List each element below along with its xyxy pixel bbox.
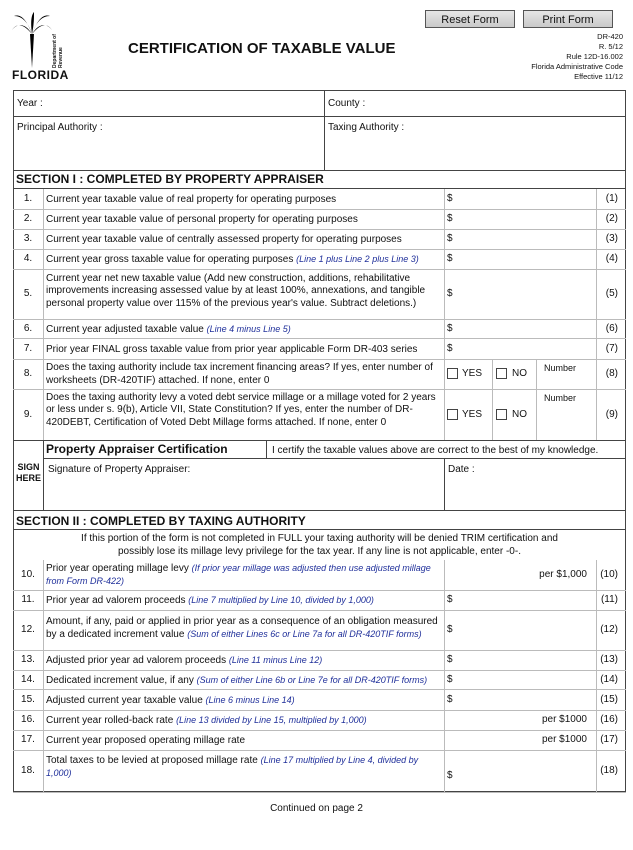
section-1-title: SECTION I : COMPLETED BY PROPERTY APPRAISER [16, 172, 324, 186]
line-text: Dedicated increment value, if any [46, 674, 194, 686]
line-description [46, 694, 440, 707]
line-description [46, 253, 440, 266]
value-field[interactable]: $ [447, 624, 453, 635]
line-number: 13. [21, 654, 35, 665]
line-text: Current year rolled-back rate [46, 715, 174, 726]
line-number: 11. [21, 594, 35, 605]
yes-checkbox[interactable] [447, 368, 458, 379]
form-title: CERTIFICATION OF TAXABLE VALUE [128, 40, 396, 57]
line-ref: (18) [600, 765, 618, 776]
line-formula-note: (Line 17 multiplied by Line 4, divided by 1,000) [46, 755, 419, 778]
line-description [46, 734, 440, 747]
line-number: 1. [23, 193, 33, 204]
year-field[interactable]: Year : [17, 98, 43, 109]
reset-form-button[interactable]: Reset Form [425, 10, 515, 28]
line-ref: (13) [600, 654, 618, 665]
effective: Effective 11/12 [574, 72, 623, 81]
number-field[interactable]: Number [544, 363, 577, 373]
line-formula-note: (Line 7 multiplied by Line 10, divided by 1,000) [188, 595, 374, 605]
line-text: Total taxes to be levied at proposed millage rate [46, 755, 258, 766]
logo-dept: Department of Revenue [52, 34, 64, 68]
print-form-button[interactable]: Print Form [523, 10, 613, 28]
line-number: 8. [23, 368, 33, 379]
no-label: NO [512, 408, 527, 420]
value-field[interactable]: $ [447, 654, 453, 665]
line-text: Prior year FINAL gross taxable value from prior year applicable Form DR-403 series [46, 343, 418, 355]
line-description [46, 674, 440, 687]
line-number: 7. [23, 342, 33, 354]
value-field[interactable]: $ [447, 288, 453, 299]
line-ref: (2) [605, 213, 618, 224]
line-ref: (4) [605, 253, 618, 264]
line-description [46, 273, 440, 310]
line-number: 5. [23, 288, 33, 299]
line-text: Current year adjusted taxable value [46, 323, 204, 335]
line-number: 15. [21, 693, 35, 705]
appraiser-certification-title: Property Appraiser Certification [46, 442, 228, 456]
no-checkbox[interactable] [496, 409, 507, 420]
form-meta [463, 32, 623, 82]
line-ref: (12) [600, 624, 618, 635]
line-number: 3. [23, 233, 33, 244]
line-number: 16. [21, 714, 35, 725]
yes-label: YES [462, 408, 483, 420]
taxing-authority-field[interactable]: Taxing Authority : [328, 122, 405, 133]
line-formula-note: (Line 4 minus Line 5) [206, 323, 291, 334]
value-field[interactable]: per $1,000 [539, 569, 587, 580]
line-ref: (9) [605, 408, 618, 420]
line-number: 17. [21, 734, 35, 745]
value-field[interactable]: $ [447, 193, 453, 204]
line-ref: (5) [605, 288, 618, 299]
line-formula-note: (Line 1 plus Line 2 plus Line 3) [296, 254, 419, 264]
line-text: Current year taxable value of personal property for operating purposes [46, 214, 358, 225]
line-text: Adjusted prior year ad valorem proceeds [46, 655, 227, 666]
admin-code: Florida Administrative Code [531, 62, 623, 71]
line-ref: (10) [600, 569, 618, 580]
yes-checkbox[interactable] [447, 409, 458, 420]
line-ref: (3) [605, 233, 618, 244]
line-text: Current year taxable value of real property for operating purposes [46, 194, 337, 205]
line-ref: (14) [600, 673, 618, 685]
line-number: 4. [23, 253, 33, 264]
line-description [46, 616, 440, 641]
section-2-title: SECTION II : COMPLETED BY TAXING AUTHORITY [16, 514, 306, 528]
line-text: Adjusted current year taxable value [46, 694, 203, 706]
line-text: Prior year ad valorem proceeds [46, 595, 186, 606]
sign-label: SIGN [17, 462, 40, 472]
continued-note: Continued on page 2 [270, 803, 363, 814]
line-text: Current year taxable value of centrally assessed property for operating purposes [46, 234, 402, 245]
yes-label: YES [462, 368, 483, 379]
county-field[interactable]: County : [328, 98, 366, 109]
line-text: Does the taxing authority include tax increment financing areas? If yes, enter number of worksheets (DR-420TIF) attached. If none, enter 0 [46, 362, 433, 386]
line-description [46, 594, 440, 607]
line-ref: (7) [605, 342, 618, 354]
line-description [46, 323, 440, 336]
line-formula-note: (Line 11 minus Line 12) [228, 655, 323, 665]
line-ref: (6) [605, 322, 618, 334]
line-description [46, 392, 440, 429]
sign-here-label [14, 462, 43, 484]
intro-line-1: If this portion of the form is not completed in FULL your taxing authority will be denied TRIM certification and [81, 533, 558, 544]
line-description [46, 193, 440, 206]
line-formula-note: (Line 13 divided by Line 15, multiplied by 1,000) [176, 715, 367, 725]
principal-authority-field[interactable]: Principal Authority : [17, 122, 103, 133]
line-text: Amount, if any, paid or applied in prior year as a consequence of an obligation measured by a dedicated increment value [46, 616, 438, 640]
no-checkbox[interactable] [496, 368, 507, 379]
line-formula-note: (If prior year millage was adjusted then use adjusted millage from Form DR-422) [46, 563, 431, 586]
florida-logo [12, 12, 72, 82]
line-number: 14. [21, 673, 35, 685]
value-field[interactable]: $ [447, 322, 453, 334]
value-field[interactable]: $ [447, 594, 453, 605]
line-text: Does the taxing authority levy a voted debt service millage or a millage voted for 2 years or less under s. 9(b), Article VII, State Constitution? If yes, enter the number of DR-420DEBT, Certification of Voted Debt Millage forms attached. If none, enter 0 [46, 392, 436, 428]
value-field[interactable]: $ [447, 693, 453, 705]
line-description [46, 754, 440, 780]
line-ref: (15) [600, 693, 618, 705]
line-formula-note: (Sum of either Lines 6c or Line 7a for all DR-420TIF forms) [187, 629, 422, 639]
here-label: HERE [15, 473, 41, 483]
value-field[interactable]: $ [447, 253, 453, 264]
value-field[interactable]: $ [447, 213, 453, 224]
line-number: 6. [23, 322, 33, 334]
line-number: 10. [21, 569, 35, 580]
value-field[interactable]: $ [447, 233, 453, 244]
line-description [46, 562, 440, 588]
line-ref: (16) [600, 714, 618, 725]
line-description [46, 213, 440, 226]
line-number: 9. [23, 408, 33, 420]
line-description [46, 654, 440, 667]
intro-line-2: possibly lose its millage levy privilege for the tax year. If any line is not applicable, enter -0-. [118, 546, 521, 557]
value-field[interactable]: $ [447, 673, 453, 685]
line-ref: (8) [605, 368, 618, 379]
line-number: 2. [23, 213, 33, 224]
rule: Rule 12D-16.002 [566, 52, 623, 61]
line-ref: (17) [600, 734, 618, 745]
line-description [46, 362, 440, 387]
line-ref: (1) [605, 193, 618, 204]
line-description [46, 343, 440, 356]
line-number: 12. [21, 624, 35, 635]
appraiser-signature-field[interactable]: Signature of Property Appraiser: [48, 464, 191, 475]
line-description [46, 714, 440, 727]
number-field[interactable]: Number [544, 393, 577, 403]
line-text: Current year net new taxable value (Add new construction, additions, rehabilitative improvements increasing assessed value by at least 100%, annexations, and tangible personal property value over 115% of the previous year's value. Subtract deletions.) [46, 273, 426, 309]
logo-state: FLORIDA [12, 68, 69, 82]
value-field[interactable]: $ [447, 770, 453, 781]
line-formula-note: (Sum of either Line 6b or Line 7e for all DR-420TIF forms) [196, 674, 428, 685]
line-text: Prior year operating millage levy [46, 563, 189, 574]
value-field[interactable]: per $1000 [541, 734, 587, 745]
no-label: NO [512, 368, 527, 379]
line-formula-note: (Line 6 minus Line 14) [205, 694, 295, 705]
value-field[interactable]: per $1000 [541, 714, 587, 725]
line-text: Current year proposed operating millage rate [46, 735, 245, 746]
line-number: 18. [21, 765, 35, 776]
line-text: Current year gross taxable value for operating purposes [46, 254, 294, 265]
certify-statement: I certify the taxable values above are correct to the best of my knowledge. [272, 445, 599, 456]
revision: R. 5/12 [598, 42, 623, 51]
palm-tree-icon [12, 12, 52, 68]
form-number: DR-420 [597, 32, 623, 41]
section-2-intro [13, 532, 626, 558]
line-ref: (11) [600, 594, 618, 605]
value-field[interactable]: $ [447, 342, 453, 354]
line-description [46, 233, 440, 246]
appraiser-date-field[interactable]: Date : [448, 464, 475, 475]
